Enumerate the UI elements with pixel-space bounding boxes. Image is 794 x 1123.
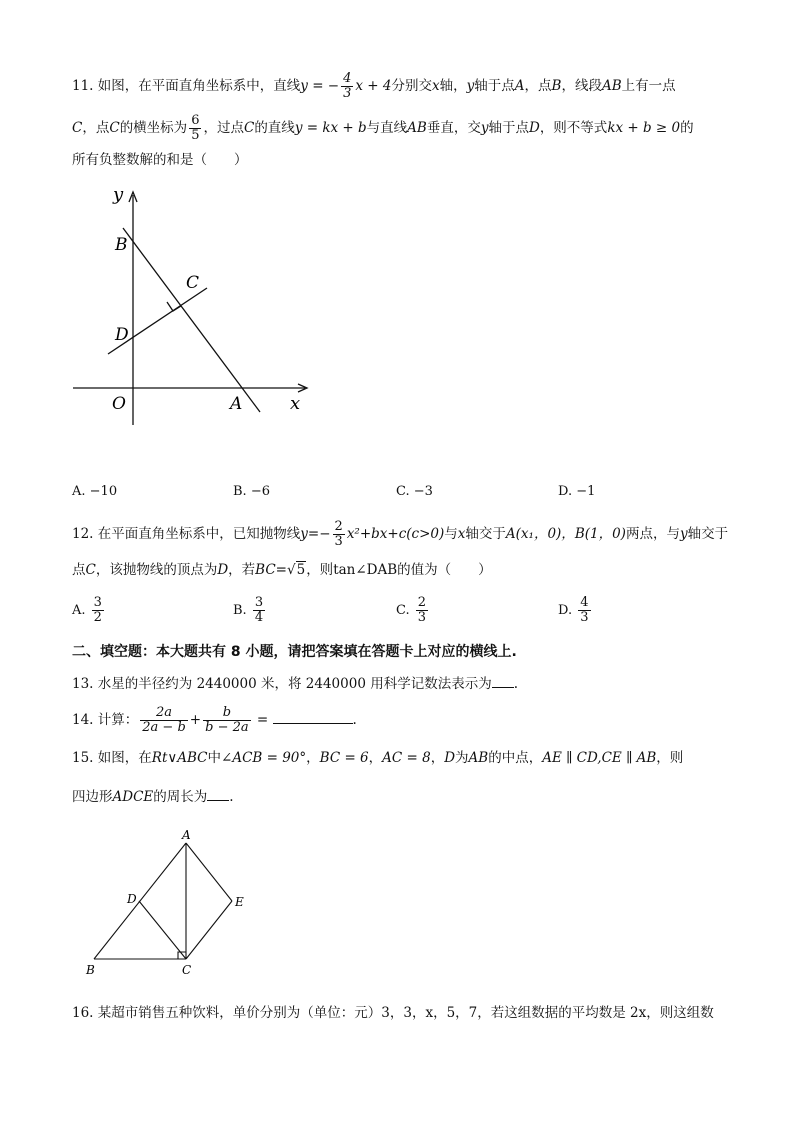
q12-option-d[interactable]: D. $\frac{4}{3}$ [558, 595, 589, 625]
q15-line2: 四边形ADCE的周长为 . [72, 786, 234, 807]
label-c: C [186, 273, 200, 293]
segment-ae [186, 843, 232, 901]
q14: 14. 计算： $\frac{2a}{2a - b}$ + $\frac{b}{b - 2a}$ = . [72, 705, 357, 735]
label-b: B [86, 963, 95, 977]
q15-answer-blank[interactable] [207, 786, 229, 801]
q11-cx-fraction: $\frac{6}{5}$ [191, 113, 200, 143]
label-o: O [112, 394, 126, 414]
q11-slope-fraction: $\frac{4}{3}$ [343, 71, 352, 101]
label-a: A [230, 394, 243, 414]
label-b: B [115, 235, 128, 255]
segment-dc [139, 901, 186, 959]
q15-figure [80, 826, 260, 981]
q13-answer-blank[interactable] [492, 673, 514, 688]
section-heading: 二、填空题：本大题共有 8 小题，请把答案填在答题卡上对应的横线上. [72, 644, 517, 660]
label-a: A [182, 828, 191, 842]
segment-ec [186, 901, 232, 959]
q13: 13. 水星的半径约为 2440000 米，将 2440000 用科学记数法表示为 . [72, 673, 518, 694]
label-d: D [127, 892, 137, 906]
q14-answer-blank[interactable] [273, 709, 353, 724]
label-e: E [235, 895, 244, 909]
q11-option-c[interactable]: C. −3 [396, 484, 433, 499]
q11-option-b[interactable]: B. −6 [233, 484, 270, 499]
q12-line1: 12. 在平面直角坐标系中，已知抛物线y=− $\frac{2}{3}$ x²+bx+c(c>0)与x轴交于A(x₁，0)，B(1，0)两点，与y轴交于 [72, 519, 729, 549]
q16: 16. 某超市销售五种饮料，单价分别为（单位：元）3，3，x，5，7，若这组数据的平均数是 2x，则这组数 [72, 1005, 714, 1021]
q12-option-b[interactable]: B. $\frac{3}{4}$ [233, 595, 264, 625]
q11-line3: 所有负整数解的和是（ ） [72, 152, 248, 168]
label-c: C [182, 963, 192, 977]
label-x: x [290, 393, 301, 414]
q12-coef-fraction: $\frac{2}{3}$ [334, 519, 343, 549]
q12-option-a[interactable]: A. $\frac{3}{2}$ [72, 595, 102, 625]
q11-option-d[interactable]: D. −1 [558, 484, 596, 499]
q11-line2: C，点C的横坐标为 $\frac{6}{5}$ ，过点C的直线y = kx + b与直线AB垂直，交y轴于点D，则不等式kx + b ≥ 0的 [72, 113, 694, 143]
line-ab [123, 228, 260, 412]
q12-line2: 点C，该抛物线的顶点为D，若BC=√5，则tan∠DAB的值为（ ） [72, 562, 492, 578]
q15-line1: 15. 如图，在Rt∨ABC中∠ACB = 90°，BC = 6，AC = 8，D为AB的中点，AE ∥ CD,CE ∥ AB，则 [72, 750, 684, 766]
q12-option-c[interactable]: C. $\frac{2}{3}$ [396, 595, 427, 625]
q11-option-a[interactable]: A. −10 [72, 484, 118, 499]
label-d: D [115, 325, 129, 345]
label-y: y [113, 184, 124, 205]
q11-line1: 11. 如图，在平面直角坐标系中，直线y = − $\frac{4}{3}$ x + 4分别交x轴，y轴于点A，点B，线段AB上有一点 [72, 71, 676, 101]
q11-figure [65, 180, 325, 440]
